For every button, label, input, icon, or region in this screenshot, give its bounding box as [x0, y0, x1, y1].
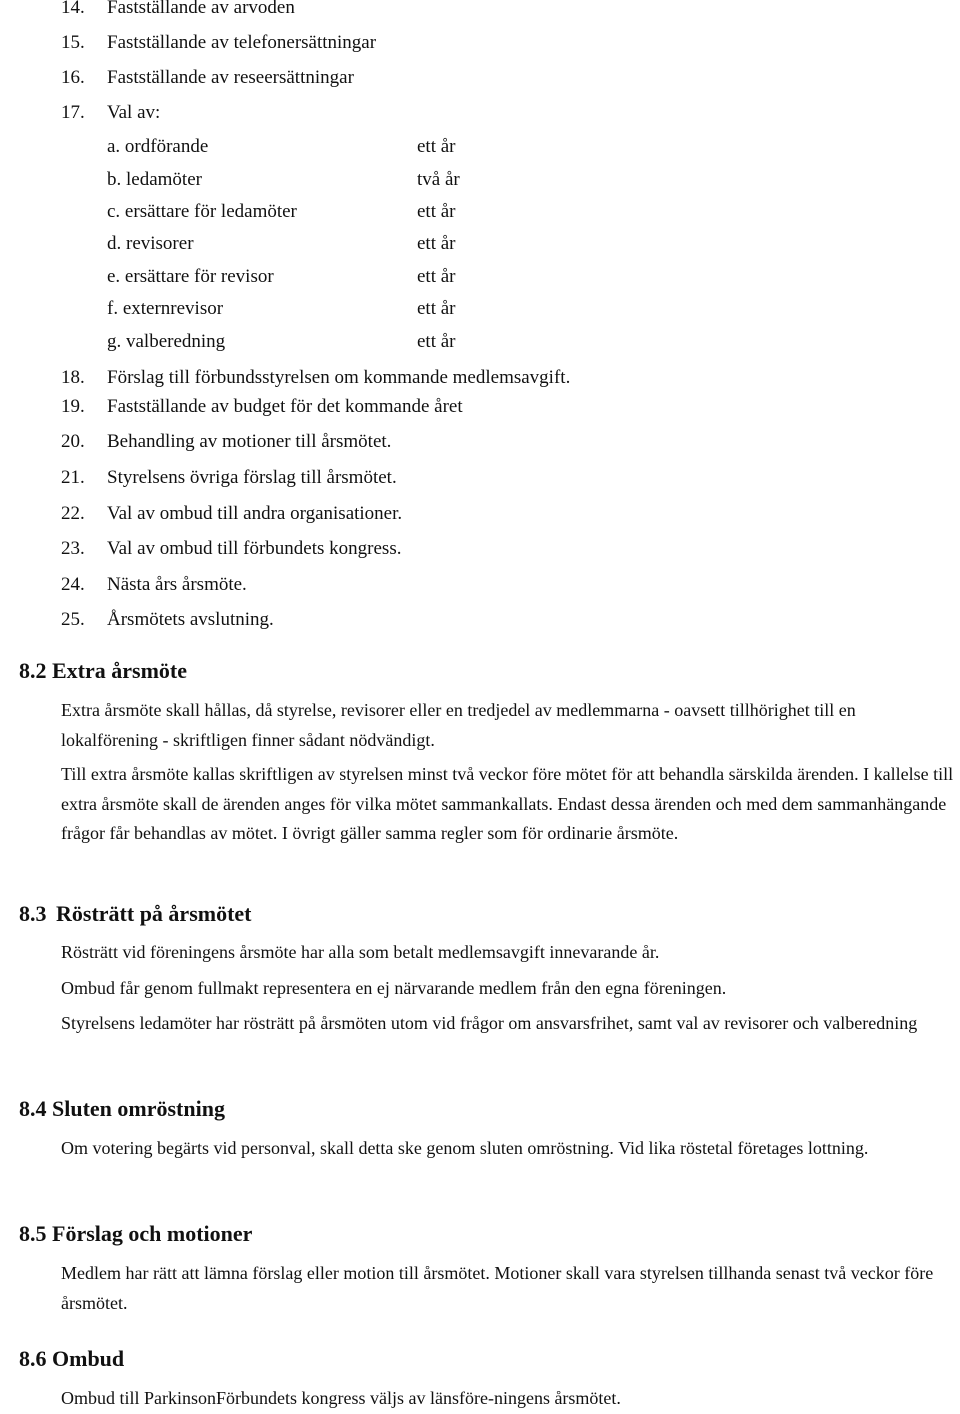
agenda-item-text: Fastställande av telefonersättningar	[107, 32, 377, 53]
agenda-item-number: 25.	[61, 609, 85, 630]
agenda-item-text: Val av:	[107, 102, 161, 123]
election-term: ett år	[417, 136, 456, 157]
agenda-item-number: 22.	[61, 503, 85, 524]
section-heading-ombud	[19, 1346, 124, 1372]
section-number: 8.4	[19, 1096, 47, 1121]
election-term: ett år	[417, 266, 456, 287]
election-term: ett år	[417, 298, 456, 319]
section-title: Extra årsmöte	[52, 658, 188, 683]
section-paragraph: Ombud till ParkinsonFörbundets kongress väljs av länsföre-ningens årsmötet.	[61, 1388, 621, 1408]
section-number: 8.6	[19, 1346, 47, 1371]
section-paragraph: Extra årsmöte skall hållas, då styrelse, revisorer eller en tredjedel av medlemmarna - oavsett tillhörighet till en lokalförening - skriftligen finner sådant nödvändigt.	[61, 700, 856, 750]
election-term: ett år	[417, 331, 456, 352]
section-heading-rostratt	[19, 901, 252, 927]
agenda-item-text: Fastställande av budget för det kommande året	[107, 396, 463, 417]
section-paragraph: Rösträtt vid föreningens årsmöte har alla som betalt medlemsavgift innevarande år.	[61, 942, 660, 962]
section-heading-extra-arsmote	[19, 658, 187, 684]
section-title: Förslag och motioner	[52, 1221, 253, 1246]
section-heading-forslag-och-motioner	[19, 1221, 252, 1247]
election-label: b. ledamöter	[107, 169, 202, 190]
section-paragraph: Om votering begärts vid personval, skall detta ske genom sluten omröstning. Vid lika röstetal företages lottning.	[61, 1138, 869, 1158]
election-term: ett år	[417, 201, 456, 222]
agenda-item-text: Val av ombud till förbundets kongress.	[107, 538, 402, 559]
election-label: e. ersättare för revisor	[107, 266, 274, 287]
section-paragraph: Styrelsens ledamöter har rösträtt på årsmöten utom vid frågor om ansvarsfrihet, samt val av revisorer och valberedning	[61, 1013, 918, 1033]
agenda-item-number: 14.	[61, 0, 85, 18]
section-title: Rösträtt på årsmötet	[56, 901, 252, 926]
section-number: 8.5	[19, 1221, 47, 1246]
election-term: två år	[417, 169, 460, 190]
agenda-item-number: 21.	[61, 467, 85, 488]
election-label: c. ersättare för ledamöter	[107, 201, 297, 222]
section-number: 8.3	[19, 901, 47, 926]
election-label: d. revisorer	[107, 233, 194, 254]
section-title: Ombud	[52, 1346, 125, 1371]
agenda-item-number: 20.	[61, 431, 85, 452]
agenda-item-text: Val av ombud till andra organisationer.	[107, 503, 403, 524]
election-label: f. externrevisor	[107, 298, 224, 319]
agenda-item-number: 17.	[61, 102, 85, 123]
agenda-item-number: 19.	[61, 396, 85, 417]
agenda-item-text: Styrelsens övriga förslag till årsmötet.	[107, 467, 397, 488]
agenda-item-text: Årsmötets avslutning.	[107, 609, 274, 630]
section-paragraph: Medlem har rätt att lämna förslag eller motion till årsmötet. Motioner skall vara styrelsen tillhanda senast två veckor före årsmötet.	[61, 1263, 934, 1313]
section-paragraph: Till extra årsmöte kallas skriftligen av styrelsen minst två veckor före mötet för att behandla särskilda ärenden. I kallelse till extra årsmöte skall de ärenden anges för vilka mötet sammankallats. Endast dessa ärenden och med dem sammanhängande frågor får behandlas av mötet. I övrigt gäller samma regler som för ordinarie årsmöte.	[61, 764, 954, 843]
agenda-item-number: 18.	[61, 367, 85, 388]
section-title: Sluten omröstning	[52, 1096, 225, 1121]
agenda-item-text: Förslag till förbundsstyrelsen om kommande medlemsavgift.	[107, 367, 571, 388]
agenda-item-text: Fastställande av arvoden	[107, 0, 295, 18]
election-term: ett år	[417, 233, 456, 254]
agenda-item-text: Nästa års årsmöte.	[107, 574, 247, 595]
agenda-item-number: 16.	[61, 67, 85, 88]
section-number: 8.2	[19, 658, 47, 683]
agenda-item-text: Fastställande av reseersättningar	[107, 67, 354, 88]
election-label: g. valberedning	[107, 331, 226, 352]
section-paragraph: Ombud får genom fullmakt representera en ej närvarande medlem från den egna föreningen.	[61, 978, 727, 998]
agenda-item-number: 24.	[61, 574, 85, 595]
section-heading-sluten-omrostning	[19, 1096, 225, 1122]
agenda-item-number: 15.	[61, 32, 85, 53]
election-label: a. ordförande	[107, 136, 209, 157]
agenda-item-number: 23.	[61, 538, 85, 559]
agenda-item-text: Behandling av motioner till årsmötet.	[107, 431, 392, 452]
